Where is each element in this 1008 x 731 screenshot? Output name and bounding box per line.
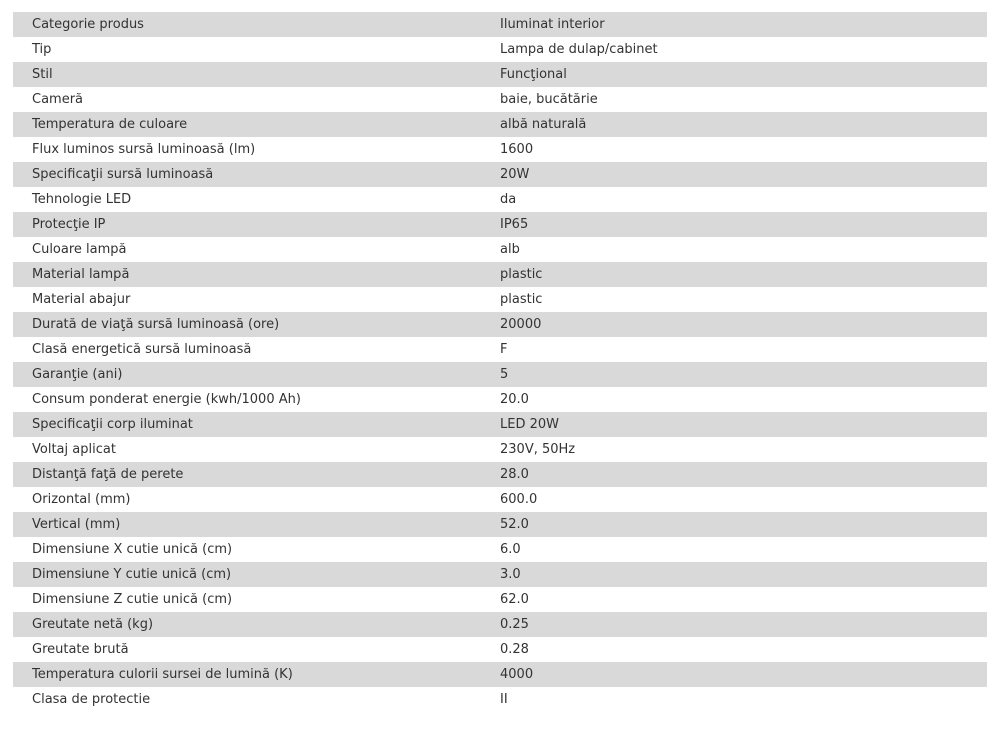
spec-label: Material abajur — [32, 292, 131, 307]
spec-row — [13, 437, 987, 462]
spec-label: Tehnologie LED — [32, 192, 132, 207]
spec-row — [13, 462, 987, 487]
spec-label: Flux luminos sursă luminoasă (lm) — [32, 142, 256, 157]
spec-row — [13, 387, 987, 412]
spec-value: 1600 — [500, 142, 534, 157]
spec-value: Funcţional — [500, 62, 987, 87]
spec-label: Culoare lampă — [32, 242, 127, 257]
spec-row — [13, 312, 987, 337]
spec-label: Vertical (mm) — [13, 512, 500, 537]
spec-label: Voltaj aplicat — [32, 442, 116, 457]
spec-value: IP65 — [500, 212, 987, 237]
spec-row — [13, 637, 987, 662]
spec-row — [13, 287, 987, 312]
spec-value: albă naturală — [500, 112, 987, 137]
spec-value: 0.25 — [500, 612, 987, 637]
spec-row — [13, 687, 987, 712]
spec-value: plastic — [500, 262, 987, 287]
spec-label: Categorie produs — [13, 12, 500, 37]
spec-value: Lampa de dulap/cabinet — [500, 42, 658, 57]
spec-value: 62.0 — [500, 592, 529, 607]
spec-label: Protecţie IP — [13, 212, 500, 237]
spec-row — [13, 562, 987, 587]
spec-row — [13, 237, 987, 262]
spec-value: 52.0 — [500, 512, 987, 537]
spec-label: Temperatura de culoare — [13, 112, 500, 137]
spec-label: Dimensiune Y cutie unică (cm) — [13, 562, 500, 587]
spec-label: Greutate netă (kg) — [13, 612, 500, 637]
spec-label: Temperatura culorii sursei de lumină (K) — [13, 662, 500, 687]
spec-label: Consum ponderat energie (kwh/1000 Ah) — [32, 392, 301, 407]
spec-row — [13, 137, 987, 162]
spec-value: 5 — [500, 362, 987, 387]
spec-value: da — [500, 192, 517, 207]
spec-value: alb — [500, 242, 520, 257]
spec-label: Durată de viaţă sursă luminoasă (ore) — [13, 312, 500, 337]
spec-row — [13, 162, 987, 187]
spec-label: Dimensiune X cutie unică (cm) — [32, 542, 233, 557]
specifications-table-body — [13, 12, 987, 712]
spec-row — [13, 612, 987, 637]
spec-label: Greutate brută — [32, 642, 129, 657]
spec-label: Garanţie (ani) — [13, 362, 500, 387]
spec-row — [13, 537, 987, 562]
spec-row — [13, 12, 987, 37]
spec-label: Stil — [13, 62, 500, 87]
spec-label: Material lampă — [13, 262, 500, 287]
spec-value: plastic — [500, 292, 543, 307]
spec-row — [13, 37, 987, 62]
spec-value: 20000 — [500, 312, 987, 337]
spec-row — [13, 337, 987, 362]
spec-row — [13, 512, 987, 537]
spec-label: Dimensiune Z cutie unică (cm) — [32, 592, 233, 607]
spec-value: baie, bucătărie — [500, 92, 598, 107]
spec-row — [13, 212, 987, 237]
spec-value: 6.0 — [500, 542, 521, 557]
spec-label: Cameră — [32, 92, 84, 107]
spec-label: Tip — [32, 42, 52, 57]
spec-row — [13, 587, 987, 612]
spec-label: Distanţă faţă de perete — [13, 462, 500, 487]
spec-row — [13, 487, 987, 512]
spec-label: Specificaţii sursă luminoasă — [13, 162, 500, 187]
spec-row — [13, 112, 987, 137]
spec-value: F — [500, 342, 508, 357]
spec-row — [13, 187, 987, 212]
spec-value: II — [500, 692, 508, 707]
spec-label: Clasă energetică sursă luminoasă — [32, 342, 252, 357]
spec-value: 600.0 — [500, 492, 538, 507]
spec-value: 20W — [500, 162, 987, 187]
spec-value: 230V, 50Hz — [500, 442, 576, 457]
spec-value: 3.0 — [500, 562, 987, 587]
spec-value: 20.0 — [500, 392, 529, 407]
spec-label: Specificaţii corp iluminat — [13, 412, 500, 437]
specifications-table — [13, 12, 987, 712]
spec-value: 28.0 — [500, 462, 987, 487]
spec-row — [13, 412, 987, 437]
spec-row — [13, 87, 987, 112]
spec-value: 4000 — [500, 662, 987, 687]
spec-row — [13, 262, 987, 287]
spec-label: Orizontal (mm) — [32, 492, 131, 507]
spec-value: Iluminat interior — [500, 12, 987, 37]
spec-row — [13, 662, 987, 687]
spec-row — [13, 362, 987, 387]
spec-label: Clasa de protectie — [32, 692, 151, 707]
spec-row — [13, 62, 987, 87]
spec-value: LED 20W — [500, 412, 987, 437]
spec-value: 0.28 — [500, 642, 529, 657]
